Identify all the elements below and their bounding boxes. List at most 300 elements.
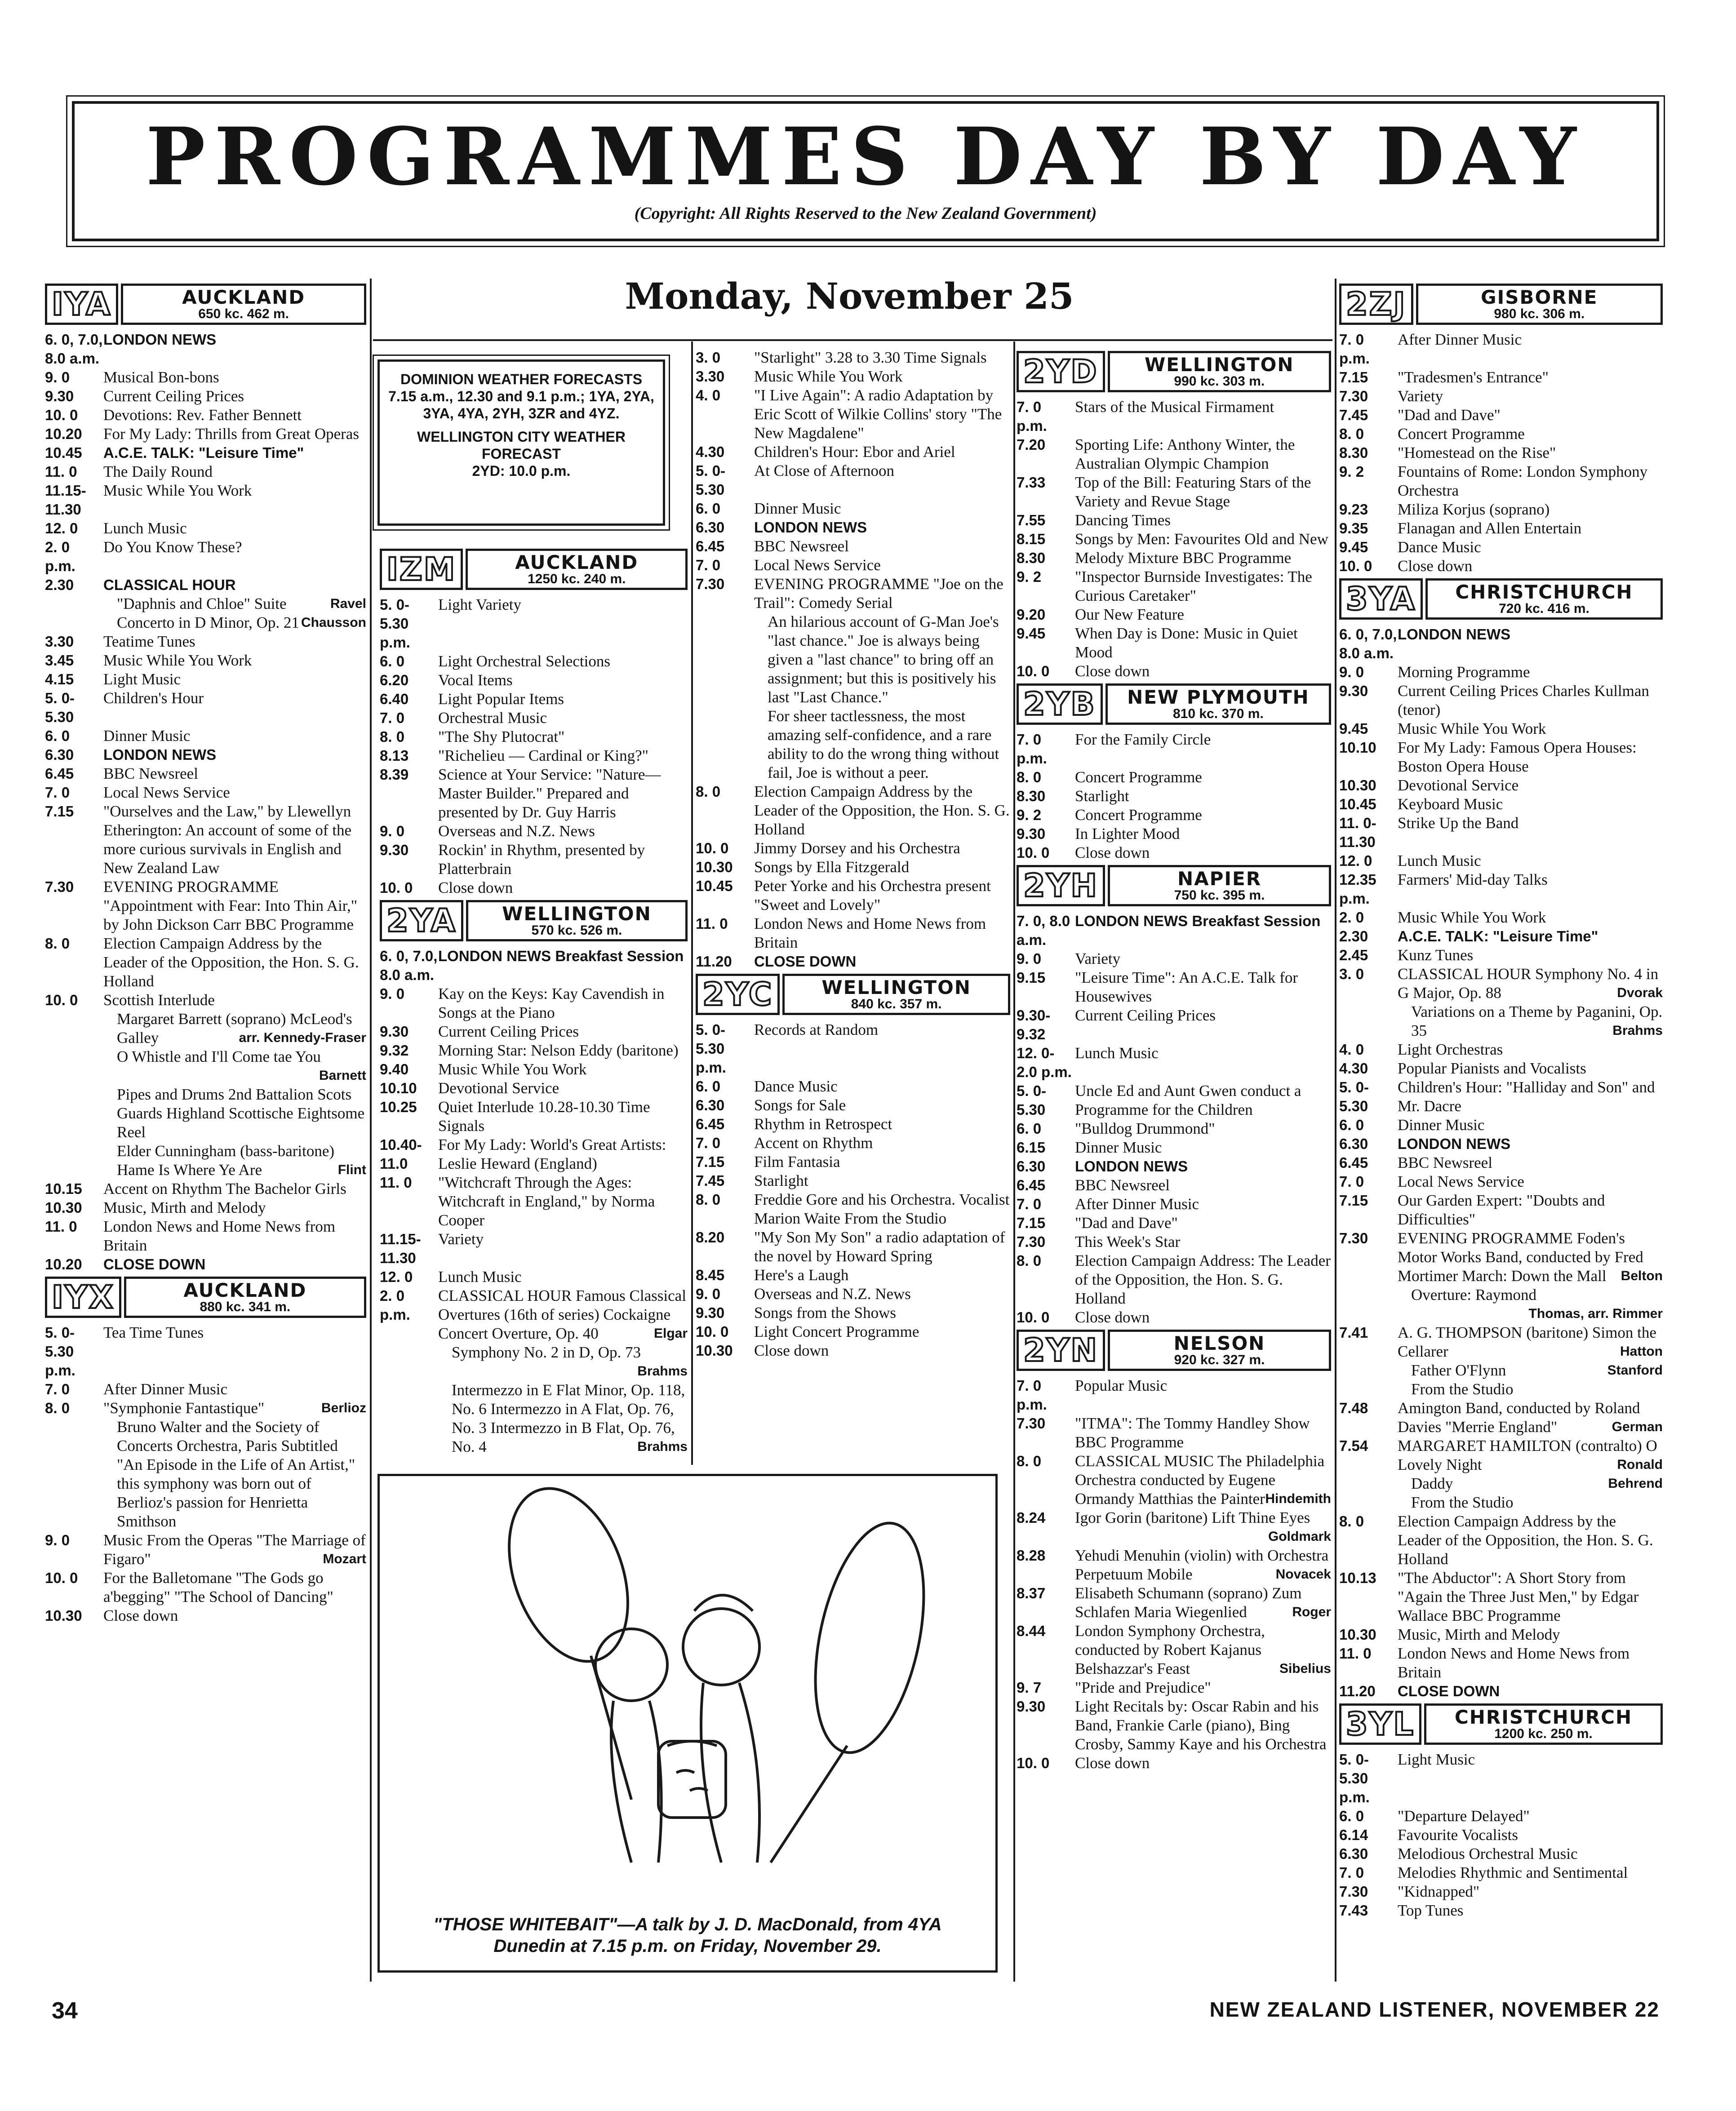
programme-description xyxy=(103,443,366,462)
programme-time: 2.30 xyxy=(45,577,74,593)
programme-title: London Symphony Orchestra, conducted by Robert Kajanus Belshazzar's Feast xyxy=(1075,1622,1265,1677)
programme-entry xyxy=(1339,557,1663,576)
programme-description xyxy=(754,1266,1010,1285)
station-2yd xyxy=(1017,350,1331,681)
programme-description xyxy=(103,1198,366,1217)
programme-description xyxy=(1398,870,1663,908)
programme-entry xyxy=(696,443,1010,461)
programme-description xyxy=(1075,768,1331,787)
programme-entry xyxy=(1017,1082,1331,1119)
programme-entry xyxy=(45,745,366,764)
programme-entry xyxy=(1339,663,1663,682)
programme-description xyxy=(1075,1678,1331,1697)
programme-time: 10.45 xyxy=(696,878,733,894)
programme-entry xyxy=(1339,1682,1663,1701)
composer: Ronald xyxy=(1617,1457,1663,1472)
programme-description xyxy=(754,386,1010,443)
programme-description xyxy=(1398,1901,1663,1920)
programme-description xyxy=(1398,1002,1663,1040)
programme-description xyxy=(438,947,688,985)
station-frequency: 810 kc. 370 m. xyxy=(1172,706,1264,721)
station-city: NAPIER xyxy=(1177,868,1262,890)
station-header xyxy=(45,1276,366,1319)
programme-time: 12. 0 xyxy=(1339,852,1372,869)
programme-entry xyxy=(45,878,366,934)
programme-description xyxy=(1398,1286,1663,1323)
programme-entry xyxy=(45,1399,366,1418)
programme-description xyxy=(103,1255,366,1274)
programme-entry xyxy=(1339,1116,1663,1135)
programme-description xyxy=(1398,1826,1663,1845)
programme-time: 11. 0 xyxy=(696,915,728,932)
programme-entry xyxy=(1339,1286,1663,1323)
programme-title: For the Family Circle xyxy=(1075,731,1211,748)
programme-description xyxy=(754,499,1010,518)
programme-description xyxy=(754,518,1010,537)
programme-description xyxy=(103,613,366,632)
programme-time: 6.30 xyxy=(696,519,725,536)
programme-description xyxy=(438,671,688,690)
programme-entry xyxy=(45,576,366,594)
programme-entry xyxy=(1339,795,1663,814)
programme-title: Songs by Ella Fitzgerald xyxy=(754,858,910,876)
programme-title: Children's Hour: Ebor and Ariel xyxy=(754,443,955,461)
programme-title: Musical Bon-bons xyxy=(103,368,219,386)
programme-entry xyxy=(45,689,366,727)
station-frequency: 840 kc. 357 m. xyxy=(851,997,942,1011)
programme-time: 8. 0 xyxy=(1017,1453,1042,1469)
programme-title: Dance Music xyxy=(1398,538,1481,556)
programme-title: Freddie Gore and his Orchestra. Vocalist Marion Waite From the Studio xyxy=(754,1191,1010,1227)
programme-entry xyxy=(380,1381,688,1456)
programme-description xyxy=(103,1418,366,1531)
programme-title: Dance Music xyxy=(754,1078,838,1095)
programme-time: 9. 0 xyxy=(380,985,405,1002)
programme-description xyxy=(754,1153,1010,1171)
programme-title: Concert Programme xyxy=(1398,425,1525,443)
programme-title: Variety xyxy=(1398,387,1443,405)
programme-title: BBC Newsreel xyxy=(1398,1154,1492,1171)
programme-entry xyxy=(696,1153,1010,1171)
programme-time xyxy=(696,612,754,707)
station-2yh xyxy=(1017,864,1331,1327)
programme-description xyxy=(754,877,1010,914)
programme-description xyxy=(438,1343,688,1381)
programme-entry xyxy=(45,330,366,368)
programme-entry xyxy=(696,877,1010,914)
programme-title: "Daphnis and Chloe" Suite xyxy=(117,595,287,612)
programme-entry xyxy=(696,1134,1010,1153)
station-city: WELLINGTON xyxy=(821,976,971,998)
programme-time: 7.30 xyxy=(696,576,725,592)
programme-entry xyxy=(45,1418,366,1531)
programme-time xyxy=(1339,1361,1398,1380)
programme-entry xyxy=(1339,1863,1663,1882)
programme-time xyxy=(45,1010,103,1047)
programme-title: Music While You Work xyxy=(1398,909,1546,926)
station-call-sign: IYA xyxy=(52,286,112,323)
programme-description xyxy=(1398,1474,1663,1493)
programme-entry xyxy=(1017,730,1331,768)
programme-title: LONDON NEWS xyxy=(103,746,217,763)
programme-description xyxy=(1398,1569,1663,1625)
programme-title: Rhythm in Retrospect xyxy=(754,1115,892,1133)
programme-description xyxy=(754,443,1010,461)
programme-entry xyxy=(380,1041,688,1060)
programme-time: 7.20 xyxy=(1017,436,1046,453)
programme-title: Close down xyxy=(754,1342,829,1359)
programme-title: Accent on Rhythm xyxy=(754,1134,873,1152)
programme-time: 6.30 xyxy=(696,1097,725,1113)
programme-title: Current Ceiling Prices xyxy=(103,387,244,405)
programme-description xyxy=(754,707,1010,782)
programme-entry xyxy=(45,670,366,689)
programme-description xyxy=(438,1173,688,1230)
composer: German xyxy=(1612,1419,1663,1434)
programme-description xyxy=(1398,1882,1663,1901)
programme-title: Do You Know These? xyxy=(103,538,242,556)
programme-description xyxy=(103,764,366,783)
programme-entry xyxy=(1339,870,1663,908)
programme-time: 9. 0 xyxy=(696,1286,721,1302)
programme-title: "The Shy Plutocrat" xyxy=(438,728,565,745)
programme-entry xyxy=(696,782,1010,839)
programme-time: 9. 7 xyxy=(1017,1679,1042,1696)
programme-entry xyxy=(696,1322,1010,1341)
programme-title: When Day is Done: Music in Quiet Mood xyxy=(1075,625,1298,661)
programme-description xyxy=(1398,1863,1663,1882)
programme-description xyxy=(438,1381,688,1456)
programme-time: 2. 0 p.m. xyxy=(45,539,75,574)
programme-title: At Close of Afternoon xyxy=(754,462,895,479)
programme-entry xyxy=(1017,1754,1331,1773)
programme-description xyxy=(1075,1006,1331,1044)
programme-description xyxy=(1398,1750,1663,1807)
programme-entry xyxy=(1339,1153,1663,1172)
station-header xyxy=(1017,1329,1331,1372)
programme-title: Melodies Rhythmic and Sentimental xyxy=(1398,1864,1628,1881)
programme-title: LONDON NEWS xyxy=(1075,1158,1188,1175)
programme-title: Music From the Operas "The Marriage of Figaro" xyxy=(103,1531,366,1568)
programme-title: Music While You Work xyxy=(103,482,252,499)
station-call-sign: 2YH xyxy=(1023,867,1098,904)
programme-entry xyxy=(1017,1452,1331,1508)
composer: Belton xyxy=(1621,1268,1663,1283)
masthead-box xyxy=(72,101,1659,241)
programme-time: 7. 0 xyxy=(1339,1173,1364,1190)
programme-entry xyxy=(1017,473,1331,511)
programme-description xyxy=(1398,1153,1663,1172)
programme-time: 9.30-9.32 xyxy=(1017,1007,1051,1042)
programme-time: 10. 0 xyxy=(696,1323,729,1340)
programme-entry xyxy=(1017,662,1331,681)
station-city: WELLINGTON xyxy=(1144,354,1294,376)
programme-time: 10. 0 xyxy=(45,992,78,1008)
programme-time: 8.45 xyxy=(696,1267,725,1283)
station-info xyxy=(1416,284,1663,325)
station-city: AUCKLAND xyxy=(182,286,306,308)
programme-description xyxy=(1398,1135,1663,1153)
programme-title: LONDON NEWS Breakfast Session xyxy=(1075,913,1321,929)
programme-description xyxy=(1075,1452,1331,1508)
station-header xyxy=(1339,577,1663,621)
programme-time: 10.30 xyxy=(45,1607,82,1624)
station-frequency: 1250 kc. 240 m. xyxy=(527,572,626,586)
programme-title: Kay on the Keys: Kay Cavendish in Songs at the Piano xyxy=(438,985,665,1021)
programme-time: 5. 0-5.30 xyxy=(1339,1079,1369,1114)
programme-title: Intermezzo in E Flat Minor, Op. 118, No. 6 Intermezzo in A Flat, Op. 76, No. 3 Intermezzo in B Flat, Op. 76, No. 4 xyxy=(452,1381,685,1455)
programme-title: Quiet Interlude 10.28-10.30 Time Signals xyxy=(438,1098,650,1135)
station-call-sign: 2ZJ xyxy=(1346,286,1407,323)
programme-entry xyxy=(1017,825,1331,843)
programme-time: 9.15 xyxy=(1017,969,1046,986)
programme-time: 6.30 xyxy=(1339,1845,1368,1862)
programme-title: Songs by Men: Favourites Old and New xyxy=(1075,530,1328,548)
programme-description xyxy=(103,783,366,802)
programme-title: Local News Service xyxy=(754,556,881,574)
composer: Novacek xyxy=(1275,1567,1331,1582)
programme-time: 8.30 xyxy=(1017,550,1046,566)
composer: Barnett xyxy=(319,1068,366,1083)
programme-time: 5. 0-5.30 p.m. xyxy=(1339,1751,1370,1805)
programme-time: 3.30 xyxy=(696,368,725,385)
programme-entry xyxy=(45,632,366,651)
programme-time: 11. 0 xyxy=(380,1174,412,1191)
programme-description xyxy=(438,822,688,841)
column-5 xyxy=(1339,281,1663,1920)
station-3ya xyxy=(1339,577,1663,1701)
programme-entry xyxy=(1339,538,1663,557)
programme-title: Close down xyxy=(1075,1308,1150,1326)
station-1zm xyxy=(380,548,688,897)
programme-entry xyxy=(1017,1678,1331,1697)
programme-title: Our New Feature xyxy=(1075,606,1184,623)
programme-title: Daddy xyxy=(1411,1475,1453,1492)
programme-description xyxy=(754,1304,1010,1322)
composer: Thomas, arr. Rimmer xyxy=(1528,1306,1663,1321)
programme-entry xyxy=(696,1115,1010,1134)
station-frequency: 650 kc. 462 m. xyxy=(198,306,289,321)
programme-title: Concert Programme xyxy=(1075,806,1202,824)
programme-entry xyxy=(380,1230,688,1268)
programme-description xyxy=(103,991,366,1010)
programme-title: Light Variety xyxy=(438,596,522,613)
programme-title: "Ourselves and the Law," by Llewellyn Etherington: An account of some of the more curious survivals in English and New Zealand Law xyxy=(103,803,352,877)
programme-title: "Pride and Prejudice" xyxy=(1075,1679,1211,1696)
programme-title: Dinner Music xyxy=(1398,1116,1485,1134)
programme-title: "Starlight" 3.28 to 3.30 Time Signals xyxy=(754,349,987,366)
programme-entry xyxy=(1339,1474,1663,1493)
programme-entry xyxy=(1339,1135,1663,1153)
programme-description xyxy=(754,952,1010,971)
programme-time: 6. 0 xyxy=(45,727,70,744)
programme-description xyxy=(754,914,1010,952)
programme-title: MARGARET HAMILTON (contralto) O Lovely Night xyxy=(1398,1437,1657,1473)
programme-description xyxy=(754,1077,1010,1096)
programme-entry xyxy=(1017,1622,1331,1678)
programme-description xyxy=(1075,568,1331,605)
programme-title: Overseas and N.Z. News xyxy=(438,822,595,840)
composer: Mozart xyxy=(323,1552,366,1566)
programme-description xyxy=(103,1180,366,1198)
programme-title: Morning Programme xyxy=(1398,663,1530,681)
programme-entry xyxy=(1017,624,1331,662)
programme-description xyxy=(754,461,1010,499)
programme-title: Music While You Work xyxy=(754,368,903,385)
programme-time: 7.15 xyxy=(1017,1215,1046,1231)
programme-time: 8.24 xyxy=(1017,1509,1046,1526)
programme-description xyxy=(1398,1040,1663,1059)
programme-entry xyxy=(696,1077,1010,1096)
programme-title: Light Concert Programme xyxy=(754,1323,919,1340)
programme-entry xyxy=(1339,1882,1663,1901)
station-call-sign: 2YC xyxy=(702,976,773,1013)
programme-time: 2. 0 p.m. xyxy=(380,1287,410,1323)
programme-time: 5. 0-5.30 p.m. xyxy=(45,1324,75,1379)
programme-time: 6.30 xyxy=(1017,1158,1046,1175)
programme-description xyxy=(438,652,688,671)
programme-time: 9.45 xyxy=(1339,539,1368,555)
programme-description xyxy=(1398,682,1663,719)
programme-description xyxy=(1075,662,1331,681)
composer: arr. Kennedy-Fraser xyxy=(239,1030,366,1045)
programme-time: 6. 0, 7.0, 8.0 a.m. xyxy=(1339,626,1397,661)
programme-description xyxy=(754,1171,1010,1190)
programme-time xyxy=(45,1085,103,1142)
programme-description xyxy=(1398,368,1663,387)
programme-description xyxy=(1075,1308,1331,1327)
station-header xyxy=(1017,683,1331,726)
station-city: GISBORNE xyxy=(1481,286,1598,308)
programme-time: 9. 2 xyxy=(1017,568,1042,585)
programme-entry xyxy=(45,1380,366,1399)
programme-title: For the Balletomane "The Gods go a'begging" "The School of Dancing" xyxy=(103,1569,333,1605)
station-city: CHRISTCHURCH xyxy=(1455,581,1633,603)
programme-title: Close down xyxy=(1075,1754,1150,1772)
programme-time xyxy=(1339,1474,1398,1493)
programme-title: Orchestral Music xyxy=(438,709,547,727)
programme-entry xyxy=(380,765,688,822)
programme-time: 7.30 xyxy=(1339,1883,1368,1900)
programme-description xyxy=(754,1115,1010,1134)
programme-description xyxy=(438,841,688,878)
programme-time: 12.35 p.m. xyxy=(1339,871,1376,907)
programme-time: 10.20 xyxy=(45,426,82,442)
programme-time: 7.48 xyxy=(1339,1400,1368,1416)
programme-description xyxy=(754,1190,1010,1228)
programme-description xyxy=(1398,738,1663,776)
programme-description xyxy=(1398,330,1663,368)
programme-title: Dinner Music xyxy=(1075,1139,1162,1156)
programme-entry xyxy=(45,934,366,991)
weather-times: 7.15 a.m., 12.30 and 9.1 p.m.; 1YA, 2YA, 3YA, 4YA, 2YH, 3ZR and 4YZ. xyxy=(388,388,654,421)
programme-entry xyxy=(380,709,688,727)
station-frequency: 750 kc. 395 m. xyxy=(1174,888,1265,903)
programme-description xyxy=(103,594,366,613)
programme-entry xyxy=(45,387,366,406)
programme-entry xyxy=(45,368,366,387)
programme-title: Margaret Barrett (soprano) McLeod's Galley xyxy=(117,1010,352,1047)
programme-time: 6.45 xyxy=(1017,1177,1046,1193)
programme-entry xyxy=(1017,1308,1331,1327)
programme-entry xyxy=(1339,368,1663,387)
programme-description xyxy=(1398,1078,1663,1116)
programme-entry xyxy=(1017,1119,1331,1138)
programme-time: 11. 0 xyxy=(45,1218,77,1235)
programme-entry xyxy=(45,1010,366,1047)
programme-time: 8.28 xyxy=(1017,1547,1046,1564)
programme-description xyxy=(1398,538,1663,557)
station-info xyxy=(1106,683,1331,725)
programme-title: London News and Home News from Britain xyxy=(1398,1645,1630,1681)
programme-time xyxy=(1339,1002,1398,1040)
programme-title: After Dinner Music xyxy=(1398,331,1522,348)
programme-description xyxy=(1398,1172,1663,1191)
programme-title: Starlight xyxy=(1075,787,1129,805)
station-info xyxy=(121,284,366,325)
programme-description xyxy=(438,709,688,727)
programme-time xyxy=(1339,1286,1398,1323)
programme-entry xyxy=(1017,568,1331,605)
programme-entry xyxy=(380,690,688,709)
programme-time: 12. 0 xyxy=(380,1268,413,1285)
programme-title: Devotional Service xyxy=(438,1079,559,1097)
programme-description xyxy=(1398,1399,1663,1437)
programme-time: 6.45 xyxy=(45,765,74,782)
programme-description xyxy=(1398,519,1663,538)
programme-description xyxy=(1398,1493,1663,1512)
programme-entry xyxy=(1339,1229,1663,1286)
programme-description xyxy=(754,782,1010,839)
programme-time: 7. 0, 8.0 a.m. xyxy=(1017,913,1070,948)
programme-time: 4. 0 xyxy=(1339,1041,1364,1058)
station-header xyxy=(1017,350,1331,393)
programme-title: Scottish Interlude xyxy=(103,991,215,1009)
programme-description xyxy=(754,1228,1010,1266)
programme-time xyxy=(45,594,103,613)
programme-entry xyxy=(45,1569,366,1606)
programme-entry xyxy=(45,1198,366,1217)
programme-description xyxy=(1398,946,1663,965)
programme-title: "ITMA": The Tommy Handley Show BBC Programme xyxy=(1075,1415,1310,1451)
programme-entry xyxy=(1339,462,1663,500)
programme-title: LONDON NEWS xyxy=(754,519,867,536)
programme-title: Sporting Life: Anthony Winter, the Australian Olympic Champion xyxy=(1075,436,1295,472)
composer: Behrend xyxy=(1608,1476,1663,1491)
station-header xyxy=(1017,864,1331,907)
programme-entry xyxy=(1339,1901,1663,1920)
programme-description xyxy=(754,858,1010,877)
programme-entry xyxy=(1339,1191,1663,1229)
station-info xyxy=(1424,1703,1663,1745)
page-title: PROGRAMMES DAY BY DAY xyxy=(146,110,1585,203)
programme-time: 6. 0, 7.0, 8.0 a.m. xyxy=(380,948,438,983)
programme-description xyxy=(1075,968,1331,1006)
programme-description xyxy=(1075,1754,1331,1773)
programme-title: CLOSE DOWN xyxy=(754,953,857,970)
programme-title: Close down xyxy=(1075,662,1150,680)
programme-description xyxy=(103,727,366,745)
programme-time: 10.15 xyxy=(45,1180,82,1197)
programme-title: Close down xyxy=(1398,557,1473,575)
programme-entry xyxy=(380,1060,688,1079)
programme-description xyxy=(438,1098,688,1135)
programme-description xyxy=(1398,387,1663,406)
programme-time: 8.37 xyxy=(1017,1585,1046,1601)
column-2 xyxy=(380,546,688,1456)
programme-entry xyxy=(1017,1414,1331,1452)
programme-entry xyxy=(1339,1845,1663,1863)
